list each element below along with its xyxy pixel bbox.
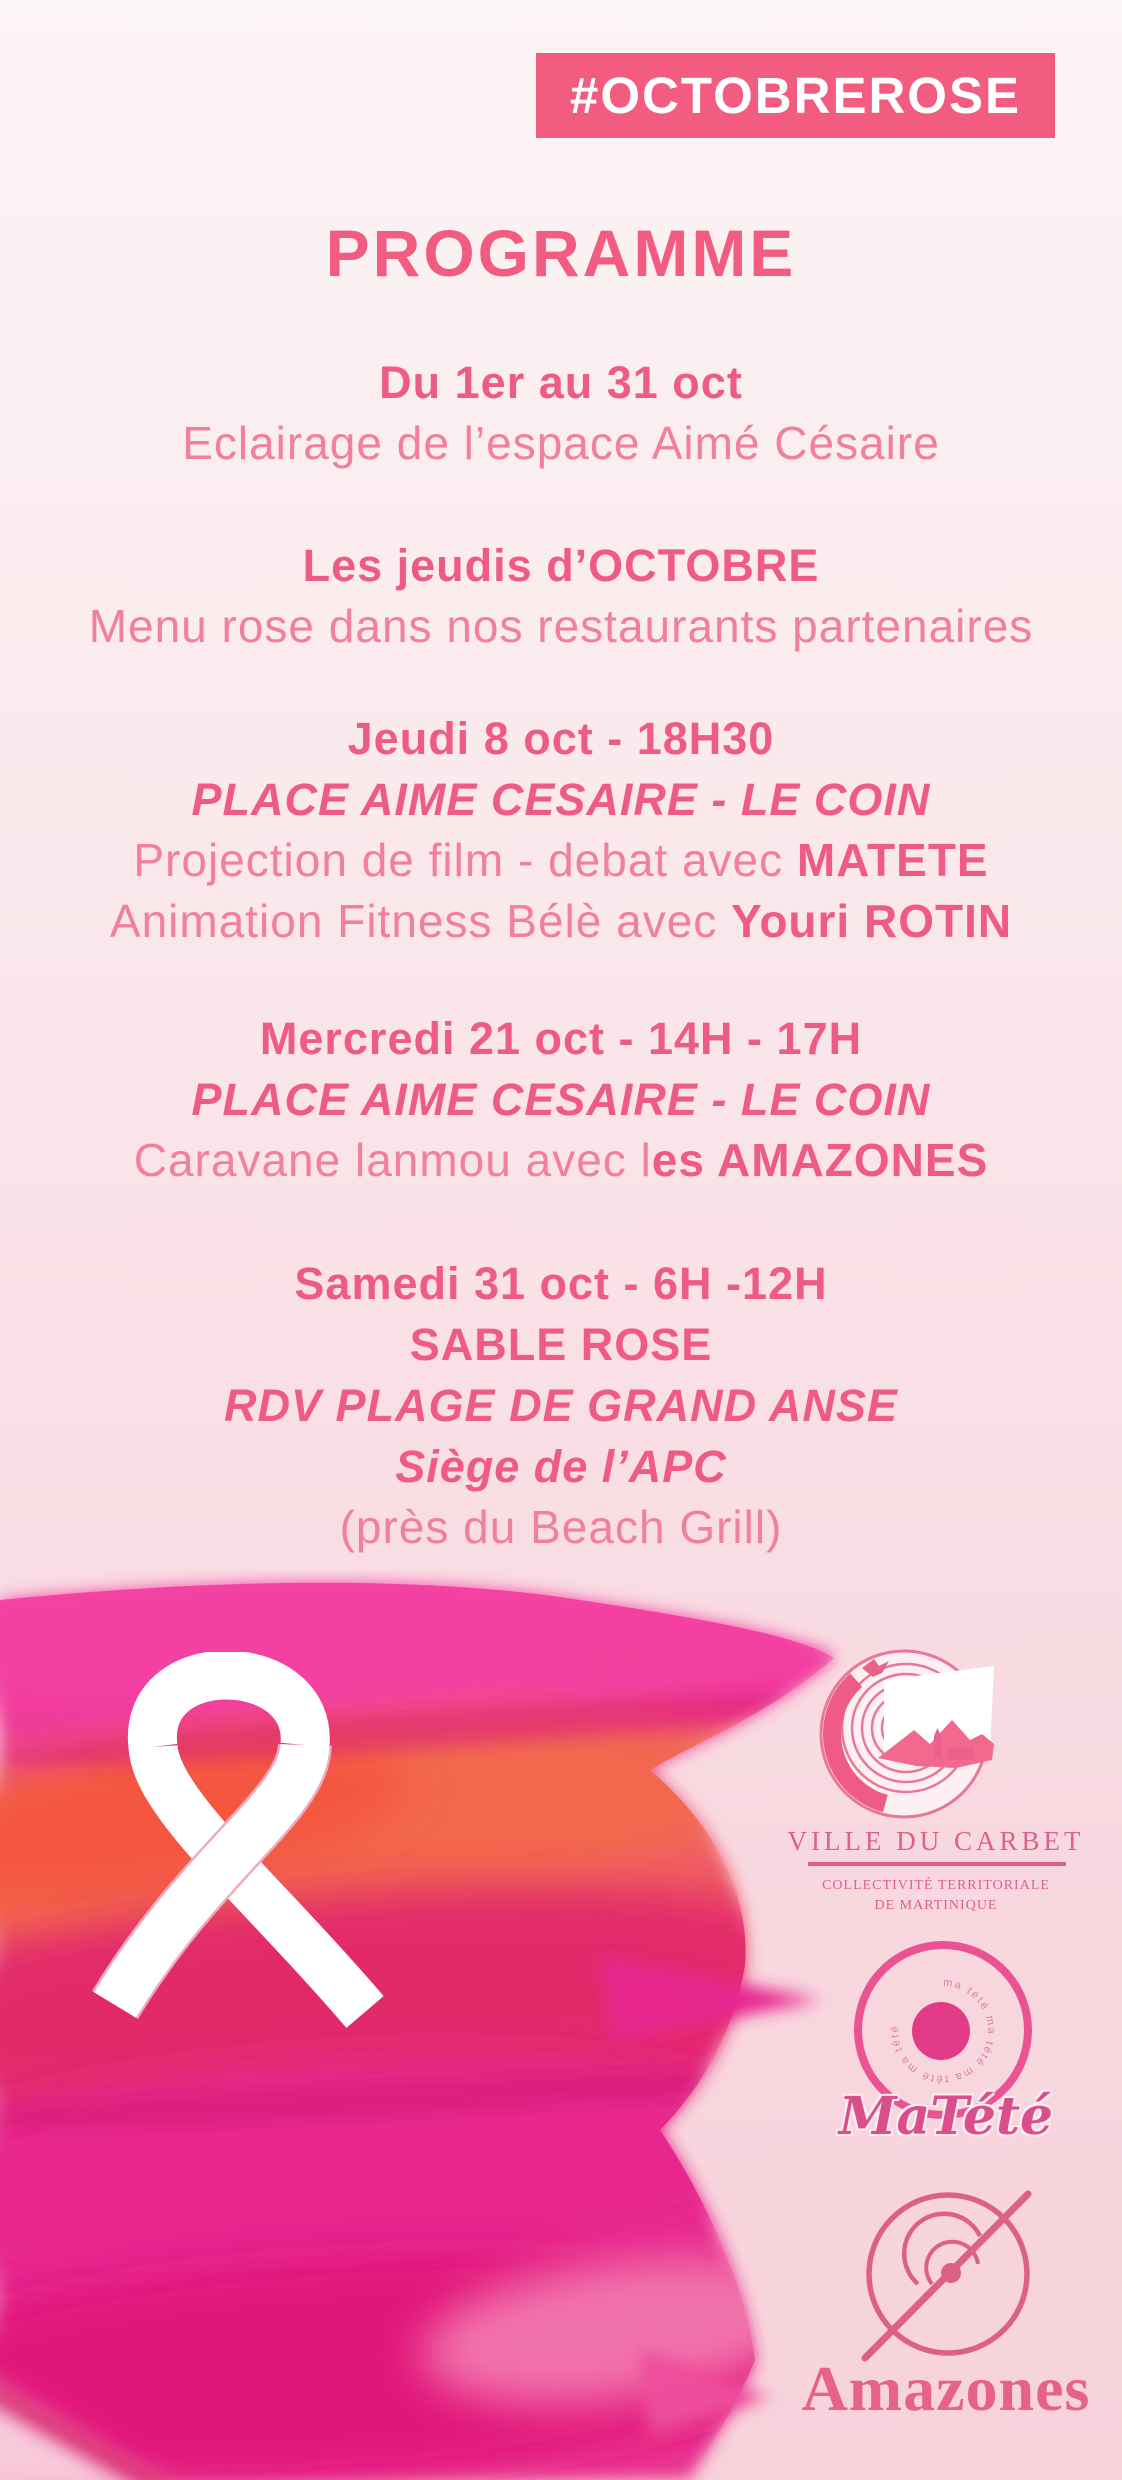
event-block-4 (0, 1008, 1122, 1191)
matete-logo-wordmark: MaTété (838, 2086, 1054, 2147)
event-block-2 (0, 535, 1122, 657)
event-block-3 (0, 708, 1122, 952)
event-detail: (près du Beach Grill) (339, 1501, 783, 1553)
event-detail: Projection de film - debat avec MATETE (133, 834, 989, 886)
event-detail: Eclairage de l’espace Aimé Césaire (182, 417, 940, 469)
page-title: PROGRAMME (325, 216, 797, 290)
event-place-2: Siège de l’APC (395, 1441, 727, 1492)
event-detail: Caravane lanmou avec les AMAZONES (133, 1134, 989, 1186)
amazones-logo-wordmark: Amazones (801, 2353, 1091, 2424)
event-subtitle: SABLE ROSE (409, 1319, 713, 1370)
svg-text:ma tété ma tété ma tété ma tét: ma tété ma tété ma tété ma tété (888, 1976, 998, 2086)
event-detail: Menu rose dans nos restaurants partenaires (88, 600, 1034, 652)
awareness-ribbon-icon (50, 1652, 400, 2037)
event-block-5 (0, 1253, 1122, 1558)
event-place: PLACE AIME CESAIRE - LE COIN (191, 1074, 931, 1125)
event-heading: Samedi 31 oct - 6H -12H (294, 1258, 828, 1309)
event-heading: Du 1er au 31 oct (379, 357, 743, 408)
carbet-logo-underline (808, 1862, 1066, 1866)
event-place: PLACE AIME CESAIRE - LE COIN (191, 774, 931, 825)
event-place: RDV PLAGE DE GRAND ANSE (224, 1380, 898, 1431)
hashtag-banner (536, 53, 1055, 138)
event-heading: Les jeudis d’OCTOBRE (302, 540, 820, 591)
carbet-emblem-icon (816, 1642, 998, 1830)
carbet-logo-subtitle: COLLECTIVITÉ TERRITORIALE DE MARTINIQUE (822, 1878, 1050, 1913)
event-block-1 (0, 352, 1122, 474)
carbet-logo-title: VILLE DU CARBET (787, 1826, 1085, 1856)
amazones-emblem-icon (858, 2186, 1036, 2368)
event-heading: Jeudi 8 oct - 18H30 (347, 713, 775, 764)
hashtag-banner-label: #OCTOBREROSE (570, 67, 1021, 124)
event-detail: Animation Fitness Bélè avec Youri ROTIN (109, 895, 1013, 947)
event-heading: Mercredi 21 oct - 14H - 17H (259, 1013, 863, 1064)
